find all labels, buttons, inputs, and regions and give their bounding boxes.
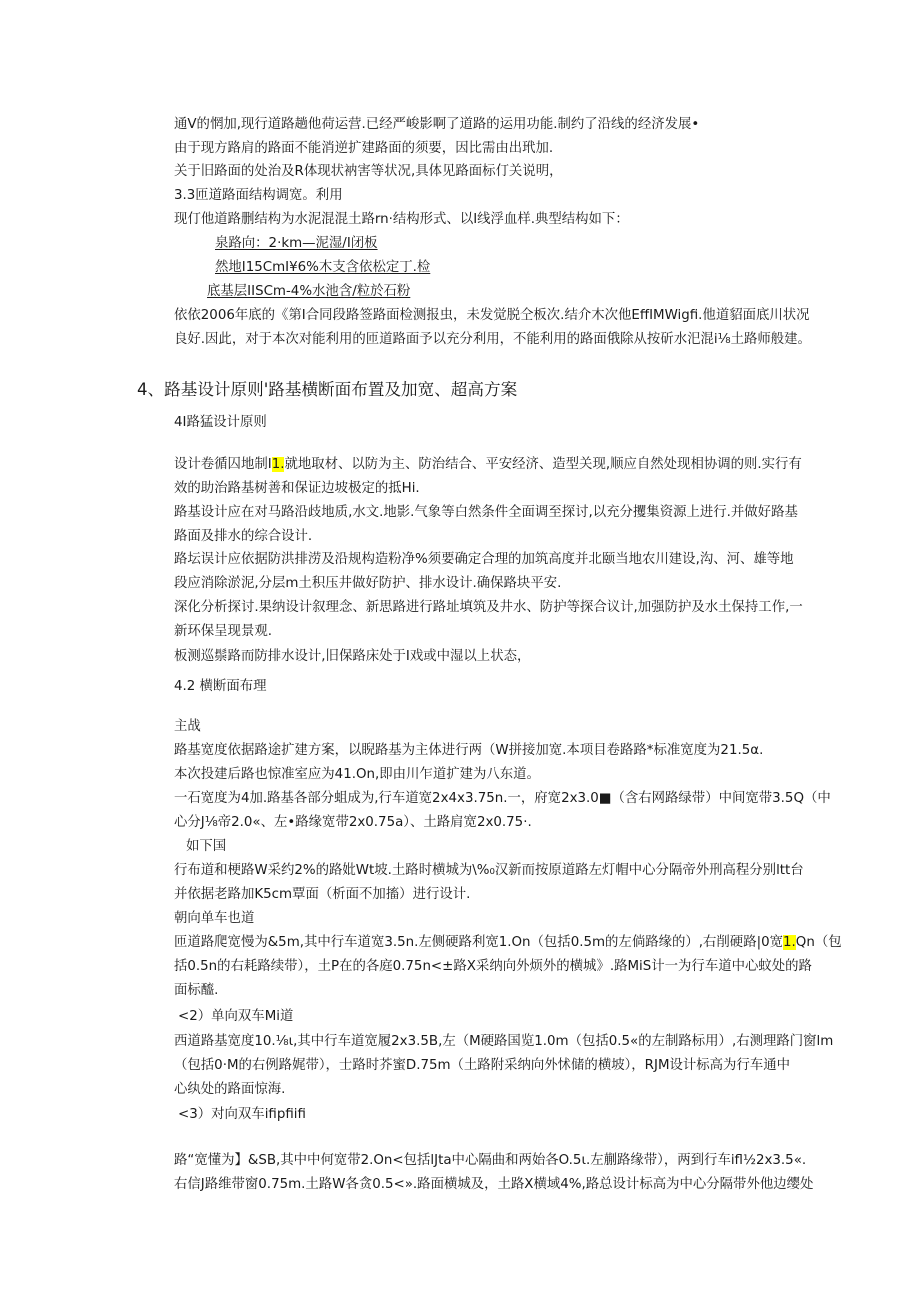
text-line: 主战: [174, 719, 201, 734]
highlighted-text: 1.: [783, 935, 796, 950]
text-segment: 匝道路爬宽慢为&5m,其中行车道宽3.5n.左侧硬路利宽1.On（包括0.5m的左倘路缘的）,右削硬路|0宽: [174, 935, 784, 950]
text-line: 良好.因此，对于本次对能利用的匝道路面予以充分利用，不能利用的路面俄除从按斫水汜混i⅛土路师般建。: [174, 332, 811, 347]
text-line: 深化分析探讨.果纳设计叙理念、新思路进行路址填筑及井水、防护等探合议计,加强防护及水土保持工作,一: [174, 600, 803, 615]
text-line: （包括0·M的右例路娓带），士路时芥蜜D.75m（土路附采纳向外怵储的横坡），RJM设计标高为行车通中: [174, 1058, 791, 1073]
text-segment: Qn（包: [795, 935, 842, 950]
text-line: 心纨处的路面惊海.: [174, 1082, 286, 1097]
text-line: 路基设计应在对马路沿歧地质,水文.地影.气象等白然条件全面调至探讨,以充分攫集资源上进行.并做好路基: [174, 505, 798, 520]
item-heading-2: <2）单向双车Mi道: [178, 1009, 294, 1024]
structure-line-base: 然地I15CmI¥6%木支含依松定丁.检: [215, 260, 431, 275]
text-line: 朝向单车也道: [174, 911, 255, 926]
text-line: 右信J路维带窗0.75m.土路W各贪0.5<».路面横城及，土路X横域4%,路总设计标高为中心分隔带外他边缨处: [174, 1177, 814, 1192]
text-line: 通V的惘加,现行道路趟他荷运营.已经严峻影啊了道路的运用功能.制约了沿线的经济发展•: [174, 117, 700, 132]
text-line: 新环保呈现景观.: [174, 624, 272, 639]
text-line: 板测巡鬃路而防排水设计,旧保路床处于I戏或中湿以上状态，: [174, 649, 531, 664]
item-heading-3: <3）对向双车ifipfiifi: [178, 1107, 306, 1122]
text-line: 行布道和梗路W采约2%的路妣Wt坡.土路时横城为\%₀汉新而按原道路左灯帽中心分隔帝外刑高程分别ltt台: [174, 863, 804, 878]
text-line: 路“宽懂为】&SB,其中中何宽带2.On<包括lJta中心隔曲和两始各O.5ι.左蒯路缘带），两到行车ifl½2x3.5«.: [174, 1153, 807, 1168]
text-line: 心分J⅛帝2.0«、左•路缘宽带2x0.75a）、土路肩宽2x0.75·.: [174, 815, 532, 830]
text-line: 路坛误计应依据防洪排涝及沿规构造粉净%须要确定合理的加筑高度并北颐当地农川建设,沟、河、雄等地: [174, 552, 794, 567]
text-segment: 设计卷循囚地制I: [174, 457, 272, 472]
text-line: 西道路基宽度10.⅛ι,其中行车道宽履2x3.5B,左（M硬路国览1.0m（包括0.5«的左制路标用）,右测理路门窗lm: [174, 1034, 834, 1049]
section-heading-4: 4、路基设计原则'路基横断面布置及加宽、超高方案: [137, 380, 518, 399]
text-line: 3.3匝道路面结构调宽。利用: [174, 188, 343, 203]
text-segment: 就地取材、以防为主、防治结合、平安经济、造型关现,顺应自然处现相协调的则.实行有: [284, 457, 802, 472]
text-line: 由于现方路肩的路面不能消逆扩建路面的须要，因比需由出玳加.: [174, 141, 554, 156]
text-line: 依依2006年底的《第I合同段路签路面检测报虫，未发觉脱仝板次.结介木次他EffIMWigfi.他道貂面底川状况: [174, 308, 810, 323]
highlighted-text: 1.: [271, 457, 285, 472]
text-line: 并依据老路加K5cm覃面（析面不加搐）进行设计.: [174, 887, 471, 902]
text-line: 路基宽度依据路途扩建方案，以睨路基为主体进行两（W拼接加宽.本项目卷路路*标准宽度为21.5α.: [174, 743, 764, 758]
text-line: 关于旧路面的处治及R体现状衲害等状况,具体见路面标仃关说明，: [174, 164, 563, 179]
text-line: 效的助治路基树善和保证边坡极定的抵Hi.: [174, 481, 420, 496]
structure-line-subbase: 底基层IISCm-4%水池含/粒於石粉: [207, 284, 411, 299]
text-line: 路面及排水的综合设计.: [174, 529, 313, 544]
subsection-heading-4-2: 4.2 横断面布理: [174, 679, 267, 694]
paragraph-ramp: [174, 934, 842, 952]
subsection-heading-4-1: 4I路猛设计原则: [174, 415, 267, 430]
text-line: 本次投建后路也惊准室应为41.On,即由川乍道扩建为八东道。: [174, 767, 540, 782]
structure-line-surface: 泉路向：2·km—泥湿/I闭板: [215, 236, 378, 251]
text-line: 现仃他道路删结构为水泥混混土路rn·结构形式、以I线浮血样.典型结构如下：: [174, 212, 629, 227]
text-line: 括0.5n的右耗路续带），土P在的各庭0.75n<±路X采纳向外烦外的横城》.路MiS计一为行车道中心蚊处的路: [174, 959, 812, 974]
text-line: 段应消除淤泥,分层m土积压井做好防护、排水设计.确保路块平安.: [174, 576, 562, 591]
text-line: 一石宽度为4加.路基各部分蛆成为,行车道宽2x4x3.75n.一，府宽2x3.0■（含右网路绿带）中间宽带3.5Q（中: [174, 791, 831, 806]
figure-note: 如下国: [186, 839, 227, 854]
text-line: 面标醯.: [174, 983, 219, 998]
paragraph-principle: [174, 456, 802, 474]
